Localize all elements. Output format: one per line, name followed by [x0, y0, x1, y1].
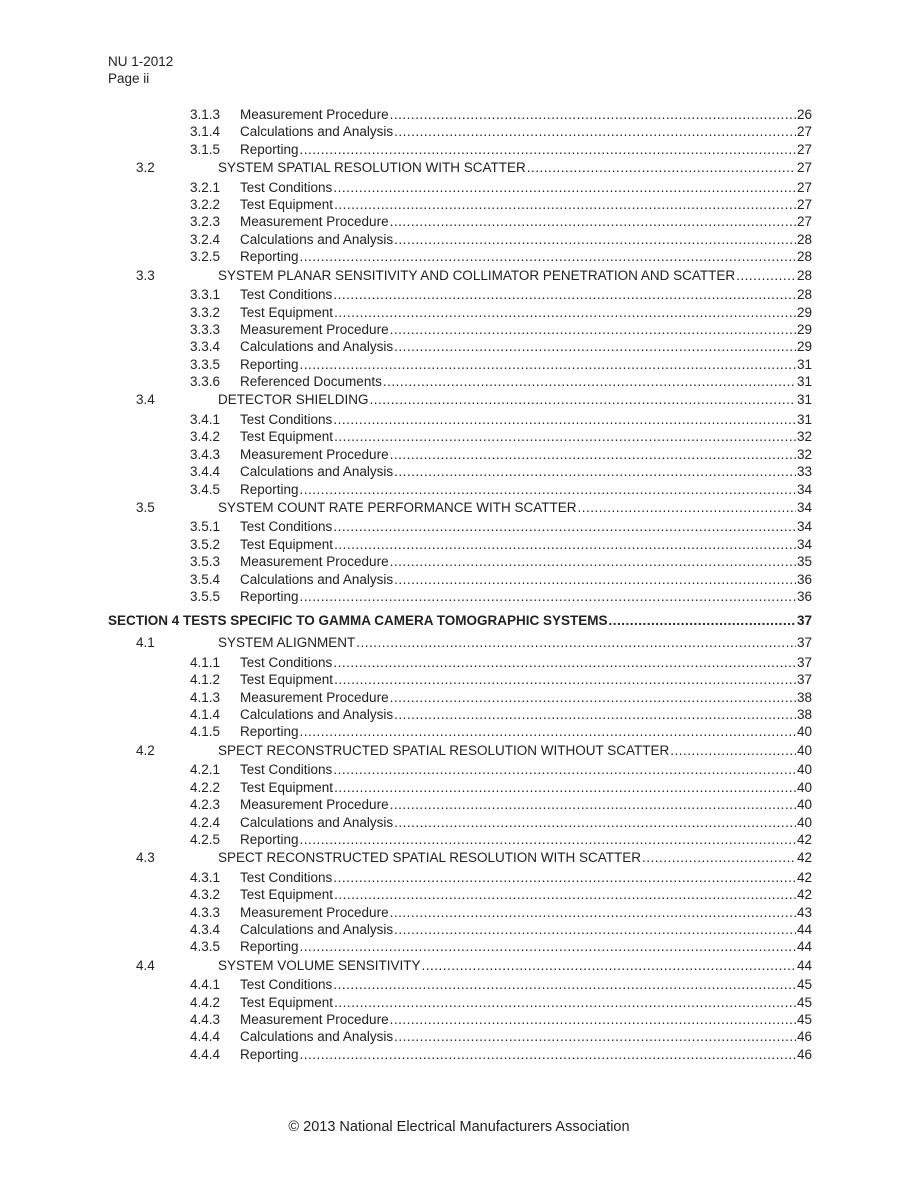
toc-entry-title: Calculations and Analysis: [240, 339, 394, 355]
dot-leader: [383, 373, 796, 390]
dot-leader: [394, 463, 796, 480]
dot-leader: [390, 321, 796, 338]
dot-leader: [333, 518, 796, 535]
dot-leader: [390, 904, 796, 921]
toc-page-number: 45: [796, 1012, 812, 1028]
toc-page-number: 35: [796, 554, 812, 570]
toc-entry[interactable]: [108, 796, 812, 813]
dot-leader: [422, 956, 796, 976]
toc-entry-title: Measurement Procedure: [240, 554, 389, 570]
toc-entry-title: Reporting: [240, 724, 299, 740]
toc-entry-number: 3.3.1: [190, 287, 221, 303]
dot-leader: [334, 304, 796, 321]
toc-entry[interactable]: [108, 689, 812, 706]
toc-entry-title: Reporting: [240, 481, 299, 497]
toc-page-number: 43: [796, 904, 812, 920]
toc-page-number: 44: [796, 939, 812, 955]
dot-leader: [300, 723, 796, 740]
toc-entry[interactable]: [108, 248, 812, 265]
toc-entry-number: 3.1.3: [190, 107, 221, 122]
page-label: Page ii: [108, 71, 150, 86]
toc-entry-title: Reporting: [240, 141, 299, 157]
toc-entry-number: 4.1: [136, 635, 155, 651]
dot-leader: [394, 338, 796, 355]
toc-entry-number: 4.1.1: [190, 654, 221, 670]
toc-page-number: 45: [796, 977, 812, 993]
toc-page-number: 27: [796, 160, 812, 176]
dot-leader: [390, 796, 796, 813]
toc-entry[interactable]: [108, 481, 812, 498]
dot-leader: [334, 196, 796, 213]
dot-leader: [333, 654, 796, 671]
dot-leader: [300, 141, 796, 158]
toc-entry[interactable]: [108, 518, 812, 535]
toc-entry[interactable]: [108, 356, 812, 373]
toc-entry-title: Test Equipment: [240, 994, 334, 1010]
toc-entry-title: Measurement Procedure: [240, 904, 389, 920]
toc-page-number: 33: [796, 464, 812, 480]
toc-entry[interactable]: [108, 1011, 812, 1028]
toc-entry-number: 4.4.4: [190, 1046, 221, 1062]
dot-leader: [390, 213, 796, 230]
toc-subsection-entry[interactable]: [108, 848, 812, 869]
toc-entry-number: 4.2.4: [190, 814, 221, 830]
toc-entry-number: 4.4.3: [190, 1012, 221, 1028]
toc-entry-number: 4.4.4: [190, 1029, 221, 1045]
toc-entry-number: 3.4.2: [190, 429, 221, 445]
toc-entry-number: 3.3.4: [190, 339, 221, 355]
dot-leader: [394, 706, 796, 723]
toc-entry-number: 3.2: [136, 160, 155, 176]
toc-entry-title: Test Conditions: [240, 519, 333, 535]
dot-leader: [527, 158, 796, 178]
toc-entry-title: Calculations and Analysis: [240, 124, 394, 140]
dot-leader: [394, 921, 796, 938]
toc-page-number: 40: [796, 724, 812, 740]
toc-entry-number: 3.3.3: [190, 321, 221, 337]
page-header: [108, 53, 173, 87]
toc-page-number: 36: [796, 571, 812, 587]
toc-entry[interactable]: [108, 428, 812, 445]
dot-leader: [394, 231, 796, 248]
dot-leader: [390, 689, 796, 706]
toc-entry-title: Reporting: [240, 588, 299, 604]
toc-entry-title: Measurement Procedure: [240, 214, 389, 230]
toc-entry[interactable]: [108, 141, 812, 158]
dot-leader: [333, 869, 796, 886]
toc-entry-title: Test Equipment: [240, 779, 334, 795]
toc-entry-number: 3.4.3: [190, 446, 221, 462]
toc-page-number: 46: [796, 1029, 812, 1045]
toc-entry-number: 4.2.3: [190, 797, 221, 813]
toc-entry-number: 4.3.1: [190, 869, 221, 885]
toc-entry-title: Reporting: [240, 831, 299, 847]
toc-entry-title: Test Conditions: [240, 762, 333, 778]
toc-entry[interactable]: [108, 286, 812, 303]
toc-entry-number: 4.3.3: [190, 904, 221, 920]
toc-entry[interactable]: [108, 1046, 812, 1063]
toc-entry-title: SYSTEM COUNT RATE PERFORMANCE WITH SCATTER: [218, 499, 577, 515]
toc-page-number: 28: [796, 287, 812, 303]
toc-entry-title: Calculations and Analysis: [240, 814, 394, 830]
toc-page-number: 46: [796, 1046, 812, 1062]
dot-leader: [736, 266, 796, 286]
dot-leader: [333, 286, 796, 303]
toc-entry-number: 3.3: [136, 267, 155, 283]
dot-leader: [642, 848, 796, 868]
toc-entry-title: Test Conditions: [240, 179, 333, 195]
toc-entry[interactable]: [108, 463, 812, 480]
toc-entry-number: 4.1.2: [190, 672, 221, 688]
toc-page-number: 37: [796, 672, 812, 688]
toc-entry-title: Calculations and Analysis: [240, 707, 394, 723]
dot-leader: [370, 390, 796, 410]
toc-entry-title: Test Equipment: [240, 536, 334, 552]
toc-page-number: 40: [796, 797, 812, 813]
toc-entry-number: 3.3.2: [190, 304, 221, 320]
toc-entry-title: Test Equipment: [240, 672, 334, 688]
toc-entry-title: Measurement Procedure: [240, 797, 389, 813]
toc-entry[interactable]: [108, 779, 812, 796]
dot-leader: [394, 571, 796, 588]
toc-entry[interactable]: [108, 179, 812, 196]
toc-entry-number: 3.1.5: [190, 141, 221, 157]
toc-entry[interactable]: [108, 938, 812, 955]
toc-entry[interactable]: [108, 588, 812, 605]
toc-entry-number: 3.4.5: [190, 481, 221, 497]
toc-entry-title: SPECT RECONSTRUCTED SPATIAL RESOLUTION WITHOUT SCATTER: [218, 742, 670, 758]
toc-page-number: 34: [796, 499, 812, 515]
copyright-footer: © 2013 National Electrical Manufacturers Association: [288, 1119, 630, 1135]
toc-subsection-entry[interactable]: [108, 266, 812, 287]
dot-leader: [390, 446, 796, 463]
toc-page-number: 31: [796, 392, 812, 408]
dot-leader: [300, 356, 796, 373]
toc-entry-number: 4.3.2: [190, 887, 221, 903]
toc-page-number: 31: [796, 356, 812, 372]
toc-entry-number: 4.3.5: [190, 939, 221, 955]
toc-page-number: 44: [796, 921, 812, 937]
toc-entry-title: Calculations and Analysis: [240, 571, 394, 587]
toc-page-number: 26: [796, 107, 812, 122]
toc-page-number: 31: [796, 374, 812, 390]
toc-entry[interactable]: [108, 869, 812, 886]
toc-entry-number: 4.3: [136, 850, 155, 866]
toc-entry[interactable]: [108, 536, 812, 553]
toc-entry-number: 3.2.4: [190, 231, 221, 247]
toc-entry-number: 4.4: [136, 957, 155, 973]
toc-entry[interactable]: [108, 976, 812, 993]
toc-entry-number: 4.3.4: [190, 921, 221, 937]
dot-leader: [394, 814, 796, 831]
dot-leader: [334, 779, 796, 796]
toc-page-number: 37: [796, 654, 812, 670]
dot-leader: [333, 761, 796, 778]
toc-entry-number: 3.2.2: [190, 197, 221, 213]
toc-entry-title: Test Equipment: [240, 887, 334, 903]
toc-page-number: 28: [796, 231, 812, 247]
toc-entry-number: 4.2.5: [190, 831, 221, 847]
toc-page-number: 29: [796, 339, 812, 355]
toc-entry-number: 3.3.5: [190, 356, 221, 372]
toc-entry[interactable]: [108, 904, 812, 921]
toc-entry-number: 3.5.1: [190, 519, 221, 535]
toc-entry-number: 3.5.3: [190, 554, 221, 570]
toc-entry-title: Calculations and Analysis: [240, 231, 394, 247]
toc-entry-title: SYSTEM SPATIAL RESOLUTION WITH SCATTER: [218, 160, 526, 176]
dot-leader: [578, 498, 796, 518]
dot-leader: [334, 536, 796, 553]
toc-subsection-entry[interactable]: [108, 390, 812, 411]
toc-entry-number: 4.1.3: [190, 689, 221, 705]
toc-entry[interactable]: [108, 654, 812, 671]
toc-entry-title: Test Conditions: [240, 654, 333, 670]
toc-page-number: 29: [796, 321, 812, 337]
toc-page-number: 28: [796, 249, 812, 265]
toc-entry-number: 3.5.2: [190, 536, 221, 552]
toc-page-number: 28: [796, 267, 812, 283]
toc-entry[interactable]: [108, 411, 812, 428]
toc-page-number: 40: [796, 779, 812, 795]
toc-entry-title: Test Conditions: [240, 287, 333, 303]
toc-entry-title: Test Equipment: [240, 429, 334, 445]
toc-subsection-entry[interactable]: [108, 741, 812, 762]
toc-entry-title: Reporting: [240, 249, 299, 265]
toc-entry-title: Test Conditions: [240, 411, 333, 427]
toc-subsection-entry[interactable]: [108, 633, 812, 654]
dot-leader: [390, 553, 796, 570]
dot-leader: [670, 741, 796, 761]
toc-page-number: 45: [796, 994, 812, 1010]
toc-entry[interactable]: [108, 706, 812, 723]
toc-page-number: 34: [796, 481, 812, 497]
toc-entry-title: Calculations and Analysis: [240, 1029, 394, 1045]
toc-page-number: 32: [796, 429, 812, 445]
toc-entry[interactable]: [108, 321, 812, 338]
toc-entry[interactable]: [108, 123, 812, 140]
toc-page-number: 27: [796, 197, 812, 213]
dot-leader: [300, 938, 796, 955]
toc-page-number: 32: [796, 446, 812, 462]
toc-entry[interactable]: [108, 831, 812, 848]
toc-entry[interactable]: [108, 338, 812, 355]
toc-page-number: 27: [796, 179, 812, 195]
toc-entry-number: 3.3.6: [190, 374, 221, 390]
toc-entry-number: 3.2.5: [190, 249, 221, 265]
toc-entry-number: 3.5.4: [190, 571, 221, 587]
toc-entry-number: 4.2.2: [190, 779, 221, 795]
toc-entry-title: Measurement Procedure: [240, 689, 389, 705]
toc-page-number: 37: [796, 635, 812, 651]
dot-leader: [356, 633, 796, 653]
toc-page-number: 27: [796, 124, 812, 140]
toc-entry-title: SYSTEM VOLUME SENSITIVITY: [218, 957, 421, 973]
toc-entry[interactable]: [108, 446, 812, 463]
toc-page-number: 38: [796, 689, 812, 705]
dot-leader: [390, 1011, 796, 1028]
toc-entry[interactable]: [108, 106, 812, 123]
toc-entry-title: Reporting: [240, 939, 299, 955]
toc-section-heading[interactable]: [108, 611, 812, 631]
toc-page-number: 40: [796, 762, 812, 778]
toc-entry-title: Calculations and Analysis: [240, 464, 394, 480]
toc-entry-title: Measurement Procedure: [240, 1012, 389, 1028]
toc-page-number: 34: [796, 536, 812, 552]
toc-entry-title: SYSTEM PLANAR SENSITIVITY AND COLLIMATOR PENETRATION AND SCATTER: [218, 267, 736, 283]
toc-entry-title: Calculations and Analysis: [240, 921, 394, 937]
toc-entry-title: Reporting: [240, 1046, 299, 1062]
dot-leader: [394, 1028, 796, 1045]
toc-page-number: 27: [796, 214, 812, 230]
toc-entry[interactable]: [108, 761, 812, 778]
dot-leader: [609, 611, 796, 631]
toc-entry[interactable]: [108, 571, 812, 588]
toc-page-number: 40: [796, 742, 812, 758]
toc-page-number: 36: [796, 588, 812, 604]
toc-entry-number: 4.2: [136, 742, 155, 758]
dot-leader: [333, 976, 796, 993]
toc-entry-title: SECTION 4 TESTS SPECIFIC TO GAMMA CAMERA TOMOGRAPHIC SYSTEMS: [108, 613, 608, 629]
dot-leader: [334, 428, 796, 445]
dot-leader: [300, 1046, 796, 1063]
dot-leader: [300, 481, 796, 498]
toc-subsection-entry[interactable]: [108, 158, 812, 179]
toc-page-number: 27: [796, 141, 812, 157]
toc-entry-title: Measurement Procedure: [240, 446, 389, 462]
toc-entry-title: SYSTEM ALIGNMENT: [218, 635, 356, 651]
dot-leader: [300, 248, 796, 265]
toc-entry-number: 3.1.4: [190, 124, 221, 140]
toc-entry[interactable]: [108, 921, 812, 938]
toc-entry-number: 3.4.1: [190, 411, 221, 427]
toc-entry-title: Test Conditions: [240, 869, 333, 885]
toc-entry-title: Test Conditions: [240, 977, 333, 993]
toc-entry-title: Measurement Procedure: [240, 321, 389, 337]
document-id: NU 1-2012: [108, 54, 174, 69]
toc-entry-title: Reporting: [240, 356, 299, 372]
toc-entry[interactable]: [108, 1028, 812, 1045]
toc-entry-title: Measurement Procedure: [240, 107, 389, 122]
dot-leader: [390, 106, 796, 123]
toc-entry-title: Test Equipment: [240, 197, 334, 213]
dot-leader: [334, 994, 796, 1011]
toc-entry-number: 3.4: [136, 392, 155, 408]
table-of-contents: [108, 106, 812, 1063]
toc-entry[interactable]: [108, 886, 812, 903]
toc-entry-title: DETECTOR SHIELDING: [218, 392, 369, 408]
toc-page-number: 42: [796, 869, 812, 885]
toc-entry[interactable]: [108, 304, 812, 321]
toc-entry-number: 3.2.3: [190, 214, 221, 230]
toc-entry-number: 3.2.1: [190, 179, 221, 195]
toc-entry-title: Test Equipment: [240, 304, 334, 320]
toc-entry[interactable]: [108, 671, 812, 688]
toc-page-number: 37: [796, 613, 812, 629]
toc-entry[interactable]: [108, 994, 812, 1011]
toc-entry[interactable]: [108, 553, 812, 570]
toc-entry[interactable]: [108, 196, 812, 213]
toc-entry[interactable]: [108, 213, 812, 230]
dot-leader: [333, 411, 796, 428]
dot-leader: [394, 123, 796, 140]
toc-entry-number: 4.1.4: [190, 707, 221, 723]
toc-entry-title: Referenced Documents: [240, 374, 382, 390]
toc-entry[interactable]: [108, 723, 812, 740]
toc-subsection-entry[interactable]: [108, 498, 812, 519]
dot-leader: [334, 886, 796, 903]
toc-entry-title: SPECT RECONSTRUCTED SPATIAL RESOLUTION WITH SCATTER: [218, 850, 642, 866]
dot-leader: [334, 671, 796, 688]
toc-page-number: 44: [796, 957, 812, 973]
dot-leader: [300, 588, 796, 605]
toc-page-number: 40: [796, 814, 812, 830]
toc-entry[interactable]: [108, 814, 812, 831]
toc-entry[interactable]: [108, 231, 812, 248]
toc-page-number: 38: [796, 707, 812, 723]
dot-leader: [300, 831, 796, 848]
toc-entry-number: 4.2.1: [190, 762, 221, 778]
toc-entry-number: 4.4.2: [190, 994, 221, 1010]
toc-entry-number: 3.5: [136, 499, 155, 515]
toc-page-number: 42: [796, 850, 812, 866]
toc-page-number: 42: [796, 831, 812, 847]
toc-page-number: 42: [796, 887, 812, 903]
toc-page-number: 31: [796, 411, 812, 427]
toc-subsection-entry[interactable]: [108, 956, 812, 977]
dot-leader: [333, 179, 796, 196]
toc-entry-number: 4.4.1: [190, 977, 221, 993]
toc-entry-number: 3.5.5: [190, 588, 221, 604]
toc-entry[interactable]: [108, 373, 812, 390]
toc-entry-number: 3.4.4: [190, 464, 221, 480]
toc-entry-number: 4.1.5: [190, 724, 221, 740]
toc-page-number: 29: [796, 304, 812, 320]
toc-page-number: 34: [796, 519, 812, 535]
